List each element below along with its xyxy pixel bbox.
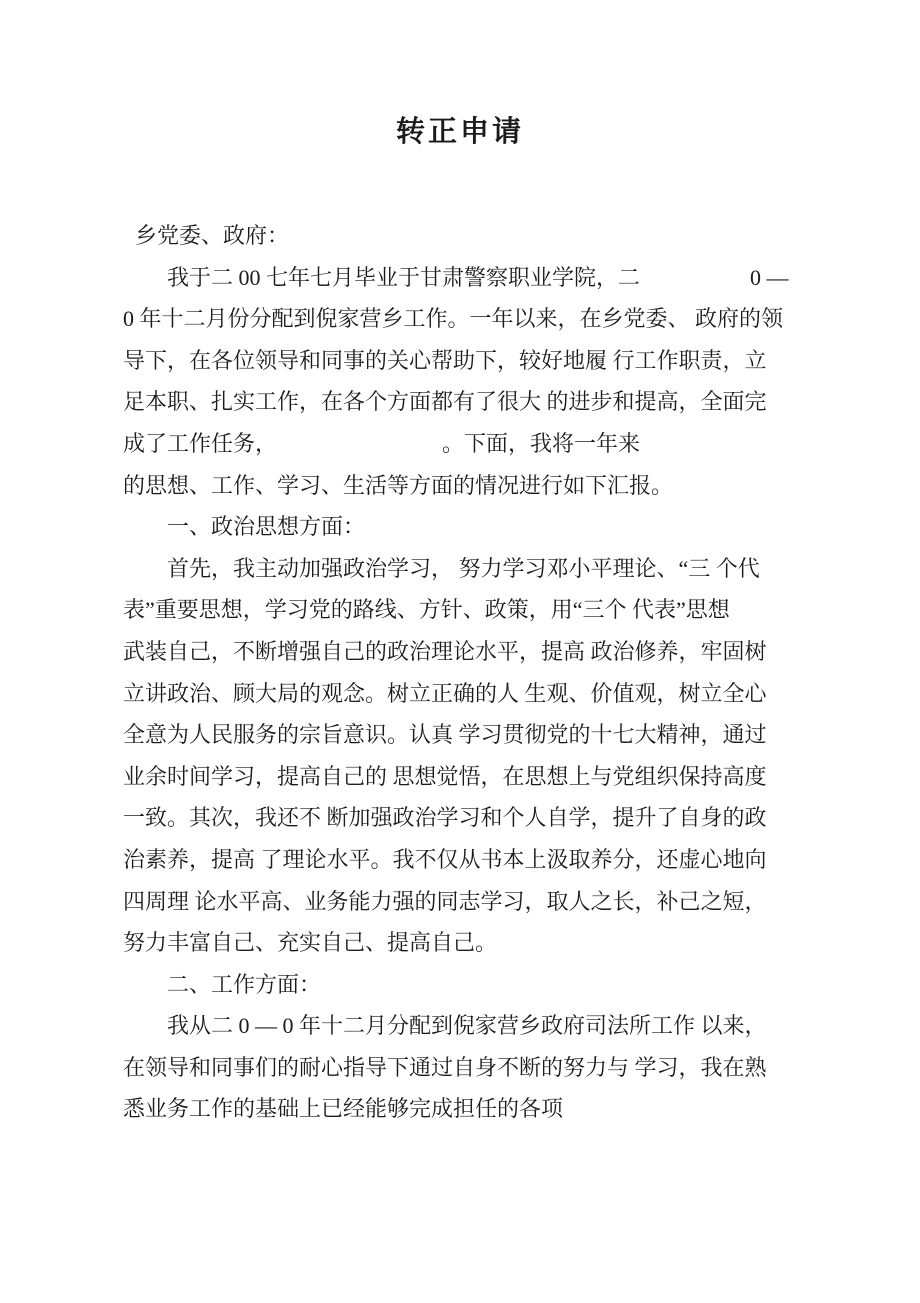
text-line: 乡党委、政府： <box>135 223 290 248</box>
text-line: 表”重要思想，学习党的路线、方针、政策，用“三个 代表”思想 <box>123 597 730 623</box>
text-line: 我于二 00 七年七月毕业于甘肃警察职业学院，二 0 — <box>167 264 789 290</box>
text-line: 立讲政治、顾大局的观念。树立正确的人 生观、价值观，树立全心 <box>123 680 767 706</box>
text-line: 在领导和同事们的耐心指导下通过自身不断的努力与 学习，我在熟 <box>123 1054 767 1080</box>
document-body <box>123 215 815 1130</box>
text-line: 努力丰富自己、充实自己、提高自己。 <box>123 930 498 956</box>
text-line: 足本职、扎实工作，在各个方面都有了很大 的进步和提高，全面完 <box>123 389 767 415</box>
text-line: 四周理 论水平高、业务能力强的同志学习，取人之长，补己之短， <box>123 888 767 914</box>
text-line: 治素养，提高 了理论水平。我不仅从书本上汲取养分，还虚心地向 <box>123 846 767 872</box>
text-line: 悉业务工作的基础上已经能够完成担任的各项 <box>123 1096 564 1122</box>
text-line: 的思想、工作、学习、生活等方面的情况进行如下汇报。 <box>123 472 674 498</box>
text-line: 我从二 0 — 0 年十二月分配到倪家营乡政府司法所工作 以来， <box>167 1013 767 1039</box>
text-line: 0 年十二月份分配到倪家营乡工作。一年以来，在乡党委、 政府的领 <box>123 306 784 332</box>
text-line: 一致。其次，我还不 断加强政治学习和个人自学，提升了自身的政 <box>123 805 767 831</box>
text-line: 首先，我主动加强政治学习， 努力学习邓小平理论、“三 个代 <box>167 555 760 581</box>
text-line: 一、政治思想方面： <box>167 514 366 540</box>
text-line: 成了工作任务， 。下面，我将一年来 <box>123 430 641 456</box>
text-line: 武装自己，不断增强自己的政治理论水平，提高 政治修养，牢固树 <box>123 638 767 664</box>
text-line: 业余时间学习，提高自己的 思想觉悟，在思想上与党组织保持高度 <box>123 763 767 789</box>
text-line: 全意为人民服务的宗旨意识。认真 学习贯彻党的十七大精神，通过 <box>123 722 767 748</box>
text-line: 二、工作方面： <box>167 971 322 997</box>
document-title: 转正申请 <box>395 116 524 148</box>
text-line: 导下，在各位领导和同事的关心帮助下，较好地履 行工作职责，立 <box>123 347 767 373</box>
